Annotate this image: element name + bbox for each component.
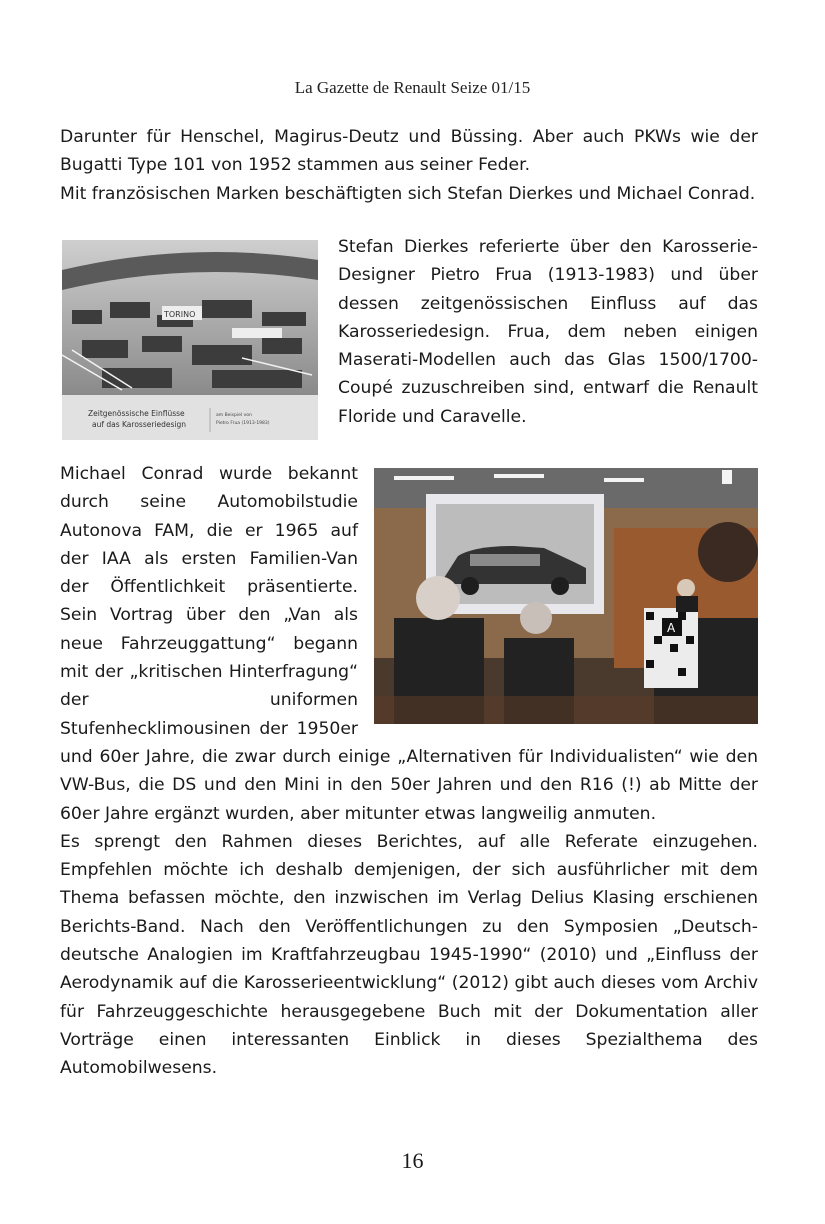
dierkes-paragraph: Stefan Dierkes referierte über den Karosserie-Designer Pietro Frua (1913-1983) und über dessen zeitgenössischen Einfluss auf das Karosseriedesign. Frua, dem neben einigen Maserati-Modellen auch das Glas 1500/1700-Coupé zuzuschreiben sind, entwarf die Renault Floride und Caravelle. <box>338 237 758 427</box>
slide-caption-line-2: auf das Karosseriedesign <box>92 420 187 429</box>
page-header: La Gazette de Renault Seize 01/15 <box>294 78 531 97</box>
closing-paragraph: Es sprengt den Rahmen dieses Berichtes, auf alle Referate einzugehen. Empfehlen möchte ich deshalb demjenigen, der sich ausführlicher mit dem Thema befassen möchte, den inzwischen im Verlag Delius Klasing erschienen Berichts-Band. Nach den Veröffentlichungen zu den Symposien „Deutsch-deutsche Analogien im Kraftfahrzeugbau 1945-1990“ (2010) und „Einfluss der Aerodynamik auf die Karosserieentwicklung“ (2012) gibt auch dieses vom Archiv für Fahrzeuggeschichte herausgegebene Buch mit der Dokumentation aller Vorträge einen interessanten Einblick in dieses Spezialthema des Automobilwesens. <box>60 831 758 1079</box>
intro-line-2: Mit französischen Marken beschäftigten sich Stefan Dierkes und Michael Conrad. <box>60 183 756 204</box>
lecture-hall-photo <box>374 468 758 724</box>
podium-letter: A <box>667 621 676 635</box>
slide-caption-line-1: Zeitgenössische Einflüsse <box>88 409 185 418</box>
conrad-paragraph: Michael Conrad wurde bekannt durch seine Automobilstudie Autonova FAM, die er 1965 auf der IAA als ersten Familien-Van der Öffentlichkeit präsentierte. Sein Vortrag über den „Van als neue Fahrzeuggattung“ begann mit der „kritischen Hinterfragung“ der uniformen Stufenhecklimousinen der 1950er und 60er Jahre, die zwar durch einige „Alternativen für Individualisten“ wie den VW-Bus, die DS und den Mini in den 50er Jahren und den R16 (!) ab Mitte der 60er Jahre ergänzt wurden, aber mitunter etwas langweilig anmuten. <box>60 464 758 824</box>
torino-sign: TORINO <box>164 310 196 319</box>
intro-paragraph <box>60 123 758 208</box>
page-number: 16 <box>401 1148 424 1173</box>
conrad-section <box>60 460 758 1083</box>
slide-subcaption-line-1: am Beispiel von <box>216 413 252 418</box>
slide-subcaption-line-2: Pietro Frua (1913-1983) <box>216 421 270 426</box>
intro-line-1: Darunter für Henschel, Magirus-Deutz und Büssing. Aber auch PKWs wie der Bugatti Type 101 von 1952 stammen aus seiner Feder. <box>60 127 758 176</box>
frua-slide-photo <box>62 240 318 440</box>
